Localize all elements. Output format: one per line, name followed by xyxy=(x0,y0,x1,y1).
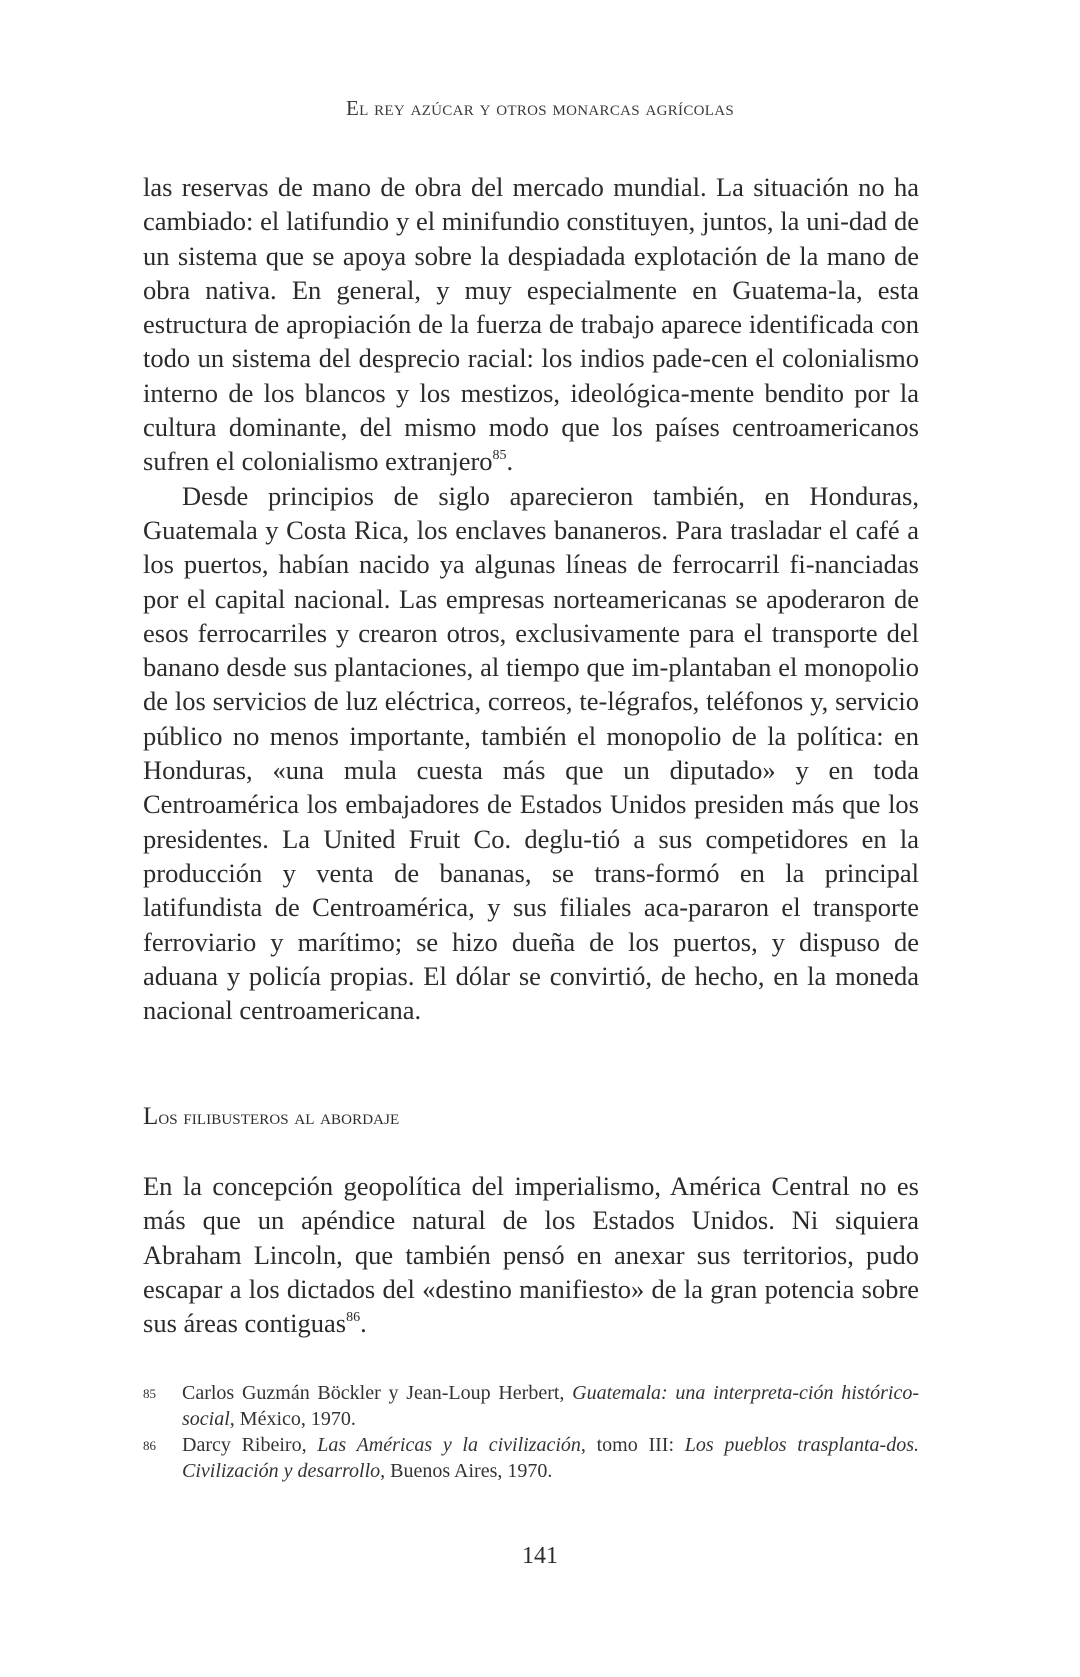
paragraph-text: Desde principios de siglo aparecieron también, en Honduras, Guatemala y Costa Rica, los enclaves bananeros. Para trasladar el café a los puertos, habían nacido ya algunas líneas de ferrocarril fi-nanciadas por el capital nacional. Las empresas norteamericanas se apoderaron de esos ferrocarriles y crearon otros, exclusivamente para el transporte del banano desde sus plantaciones, al tiempo que im-plantaban el monopolio de los servicios de luz eléctrica, correos, te-légrafos, teléfonos y, servicio público no menos importante, también el monopolio de la política: en Honduras, «una mula cuesta más que un diputado» y en toda Centroamérica los embajadores de Estados Unidos presiden más que los presidentes. La United Fruit Co. deglu-tió a sus competidores en la producción y venta de bananas, se trans-formó en la principal latifundista de Centroamérica, y sus filiales aca-pararon el transporte ferroviario y marítimo; se hizo dueña de los puertos, y dispuso de aduana y policía propias. El dólar se convirtió, de hecho, en la moneda nacional centroamericana. xyxy=(143,480,919,1026)
paragraph-tail: . xyxy=(506,446,514,477)
footnote-86 xyxy=(143,1432,919,1484)
footnote-reference[interactable]: 85 xyxy=(492,448,507,464)
page-number: 141 xyxy=(522,1543,558,1569)
footnote-subtitle: Los pueblos trasplanta-dos. Civilización y desarrollo xyxy=(182,1434,919,1482)
footnote-author: Darcy Ribeiro, xyxy=(182,1434,318,1456)
paragraph xyxy=(143,479,919,1028)
footnote-middle: , tomo III: xyxy=(580,1434,685,1456)
running-head: El rey azúcar y otros monarcas agrícolas xyxy=(345,96,735,120)
paragraph xyxy=(143,170,919,479)
footnote-title: Las Américas y la civilización xyxy=(317,1434,581,1456)
paragraph xyxy=(143,1169,919,1340)
section-heading-rest: os filibusteros al abordaje xyxy=(158,1104,400,1129)
footnotes xyxy=(143,1380,919,1484)
paragraph-text: En la concepción geopolítica del imperialismo, América Central no es más que un apéndice natural de los Estados Unidos. Ni siquiera Abraham Lincoln, que también pensó en anexar sus territorios, pudo escapar a los dictados del «destino manifiesto» de la gran potencia sobre sus áreas contiguas xyxy=(143,1171,919,1339)
footnote-85 xyxy=(143,1380,919,1432)
paragraph-text: las reservas de mano de obra del mercado mundial. La situación no ha cambiado: el latifundio y el minifundio constituyen, juntos, la uni-dad de un sistema que se apoya sobre la despiadada explotación de la mano de obra nativa. En general, y muy especialmente en Guatema-la, esta estructura de apropiación de la fuerza de trabajo aparece identificada con todo un sistema del desprecio racial: los indios pade-cen el colonialismo interno de los blancos y los mestizos, ideológica-mente bendito por la cultura dominante, del mismo modo que los países centroamericanos sufren el colonialismo extranjero xyxy=(143,172,919,477)
section-body-text xyxy=(143,1169,919,1340)
footnote-number: 86 xyxy=(143,1438,156,1453)
footnote-author: Carlos Guzmán Böckler y Jean-Loup Herbert, xyxy=(182,1382,573,1404)
section-heading xyxy=(143,1103,399,1131)
section-heading-initial: L xyxy=(143,1103,159,1130)
body-text xyxy=(143,170,919,1027)
footnote-rest: , Buenos Aires, 1970. xyxy=(380,1460,553,1482)
paragraph-tail: . xyxy=(360,1308,367,1339)
footnote-title: Guatemala: una interpreta-ción histórico-social xyxy=(182,1382,919,1430)
footnote-reference[interactable]: 86 xyxy=(346,1310,361,1326)
footnote-number: 85 xyxy=(143,1386,156,1401)
footnote-rest: , México, 1970. xyxy=(229,1408,356,1430)
